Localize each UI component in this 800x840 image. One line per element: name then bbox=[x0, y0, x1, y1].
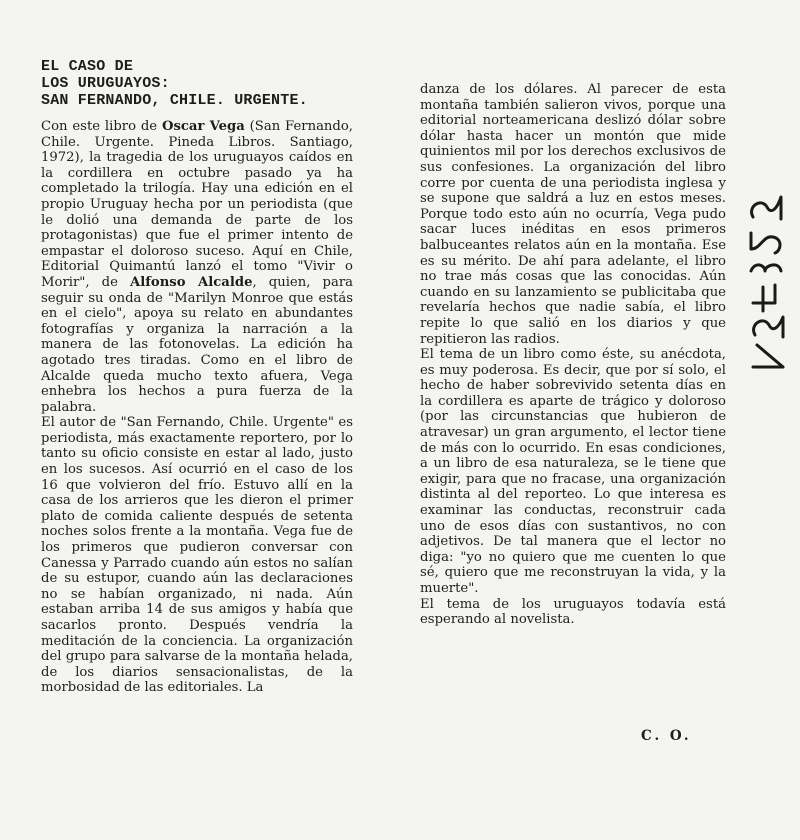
right-column bbox=[420, 82, 726, 628]
handwritten-number bbox=[735, 175, 795, 375]
text-run: Con este libro de bbox=[41, 119, 162, 134]
signature-initials: C. O. bbox=[641, 728, 692, 744]
left-paragraph-1 bbox=[41, 119, 353, 415]
text-run: (San Fernando, Chile. Urgente. Pineda Libros. Santiago, 1972), la tragedia de los uruguayos caídos en la cordillera en octubre pasado ya ha completado la trilogía. Hay una edición en el propio Uruguay hecha por un periodista (que le dolió una demanda de parte de los protagonistas) que fue el primer intento de empastar el doloroso suceso. Aquí en Chile, Editorial Quimantú lanzó el tomo "Vivir o Morir", de bbox=[41, 119, 353, 290]
headline-line-2: LOS URUGUAYOS: bbox=[41, 75, 170, 92]
right-paragraph-2: El tema de un libro como éste, su anécdota, es muy poderosa. Es decir, que por sí solo, el hecho de haber sobrevivido setenta días en la cordillera es aparte de trágico y doloroso (por las circunstancias que hubieron de atravesar) un gran argumento, el lector tiene de más con lo ocurrido. En esas condiciones, a un libro de esa naturaleza, se le tiene que exigir, para que no fracase, una organización distinta al del reporteo. Lo que interesa es examinar las conductas, reconstruir cada uno de esos días con sustantivos, no con adjetivos. De tal manera que el lector no diga: "yo no quiero que me cuenten lo que sé, quiero que me reconstruyan la vida, y la muerte". bbox=[420, 347, 726, 596]
left-column bbox=[41, 119, 353, 696]
left-paragraph-2: El autor de "San Fernando, Chile. Urgente" es periodista, más exactamente reportero, por lo tanto su oficio consiste en estar al lado, justo en los sucesos. Así ocurrió en el caso de los 16 que volvieron del frío. Estuvo allí en la casa de los arrieros que les dieron el primer plato de comida caliente después de setenta noches solos frente a la montaña. Vega fue de los primeros que pudieron conversar con Canessa y Parrado cuando aún estos no salían de su estupor, cuando aún las declaraciones no se habían organizado, ni nada. Aún estaban arriba 14 de sus amigos y había que sacarlos pronto. Después vendría la meditación de la conciencia. La organización del grupo para salvarse de la montaña helada, de los diarios sensacionalistas, de la morbosidad de las editoriales. La bbox=[41, 415, 353, 696]
author-name: Oscar Vega bbox=[161, 119, 245, 134]
right-paragraph-3: El tema de los uruguayos todavía está esperando al novelista. bbox=[420, 596, 726, 628]
headline-line-3: SAN FERNANDO, CHILE. URGENTE. bbox=[41, 92, 308, 109]
headline-line-1: EL CASO DE bbox=[41, 58, 134, 75]
text-run: , quien, para seguir su onda de "Marilyn Monroe que estás en el cielo", apoya su relato en abundantes fotografías y organiza la narración a la manera de las fotonovelas. La edición ha agotado tres tiradas. Como en el libro de Alcalde queda mucho texto afuera, Vega enhebra los hechos a pura fuerza de la palabra. bbox=[41, 274, 353, 415]
second-author-name: Alfonso Alcalde bbox=[130, 274, 253, 290]
handwritten-number-drawing bbox=[735, 175, 795, 375]
right-paragraph-1: danza de los dólares. Al parecer de esta montaña también salieron vivos, porque una editorial norteamericana deslizó dólar sobre dólar hasta hacer un montón que mide quinientos mil por los derechos exclusivos de sus confesiones. La organización del libro corre por cuenta de una periodista inglesa y se supone que saldrá a luz en estos meses. Porque todo esto aún no ocurría, Vega pudo sacar luces inéditas en esos primeros balbuceantes relatos aún en la montaña. Ese es su mérito. De ahí para adelante, el libro no trae más cosas que las conocidas. Aún cuando en su lanzamiento se publicitaba que revelaría hechos que nadie sabía, el libro repite lo que salió en los diarios y que repitieron las radios. bbox=[420, 82, 726, 347]
headline bbox=[41, 58, 308, 109]
